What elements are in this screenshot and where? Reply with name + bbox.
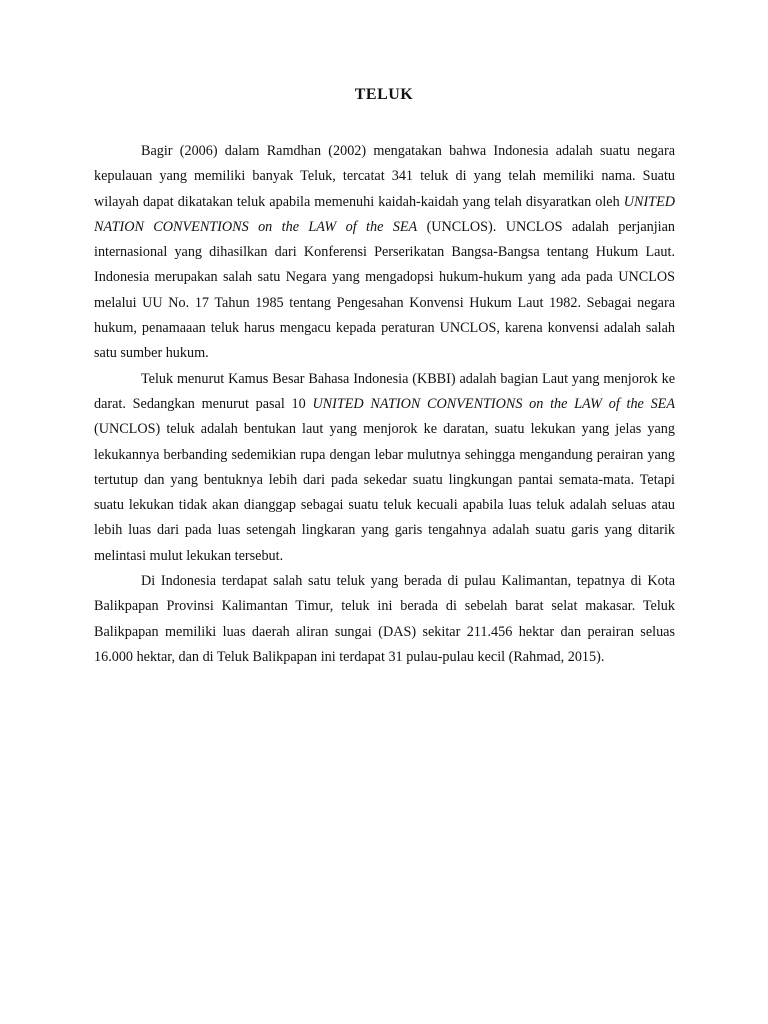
- paragraph-2: [94, 367, 675, 569]
- paragraph-1-italic-convention: UNITED NATION CONVENTIONS on the LAW of the SEA: [94, 193, 675, 235]
- paragraph-1-text-1: Bagir (2006) dalam Ramdhan (2002) mengatakan bahwa Indonesia adalah suatu negara kepulauan yang memiliki banyak Teluk, tercatat 341 teluk di yang telah memiliki nama. Suatu wilayah dapat dikatakan teluk apabila memenuhi kaidah-kaidah yang telah disyaratkan oleh: [94, 143, 675, 210]
- document-body: [94, 139, 675, 670]
- document-title: TELUK: [354, 86, 414, 103]
- paragraph-3: [94, 569, 675, 670]
- paragraph-2-text-2: (UNCLOS) teluk adalah bentukan laut yang menjorok ke daratan, suatu lekukan yang jelas yang lekukannya berbanding sedemikian rupa dengan lebar mulutnya sehingga mengandung perairan yang tertutup dan yang bentuknya lebih dari pada sekedar suatu lingkungan pantai semata-mata. Tetapi suatu lekukan tidak akan dianggap sebagai suatu teluk kecuali apabila luas teluk adalah seluas atau lebih luas dari pada luas setengah lingkaran yang garis tengahnya adalah suatu garis yang ditarik melintasi mulut lekukan tersebut.: [94, 421, 675, 564]
- paragraph-3-text-1: Di Indonesia terdapat salah satu teluk yang berada di pulau Kalimantan, tepatnya di Kota Balikpapan Provinsi Kalimantan Timur, teluk ini berada di sebelah barat selat makasar. Teluk Balikpapan memiliki luas daerah aliran sungai (DAS) sekitar 211.456 hektar dan perairan seluas 16.000 hektar, dan di Teluk Balikpapan ini terdapat 31 pulau-pulau kecil (Rahmad, 2015).: [94, 573, 675, 665]
- paragraph-2-italic-convention: UNITED NATION CONVENTIONS on the LAW of the SEA: [312, 395, 675, 412]
- paragraph-2-text-1: Teluk menurut Kamus Besar Bahasa Indonesia (KBBI) adalah bagian Laut yang menjorok ke darat. Sedangkan menurut pasal 10: [94, 370, 675, 412]
- paragraph-1: [94, 139, 675, 367]
- paragraph-1-text-2: (UNCLOS). UNCLOS adalah perjanjian internasional yang dihasilkan dari Konferensi Perserikatan Bangsa-Bangsa tentang Hukum Laut. Indonesia merupakan salah satu Negara yang mengadopsi hukum-hukum yang ada pada UNCLOS melalui UU No. 17 Tahun 1985 tentang Pengesahan Konvensi Hukum Laut 1982. Sebagai negara hukum, penamaaan teluk harus mengacu kepada peraturan UNCLOS, karena konvensi adalah salah satu sumber hukum.: [94, 218, 675, 362]
